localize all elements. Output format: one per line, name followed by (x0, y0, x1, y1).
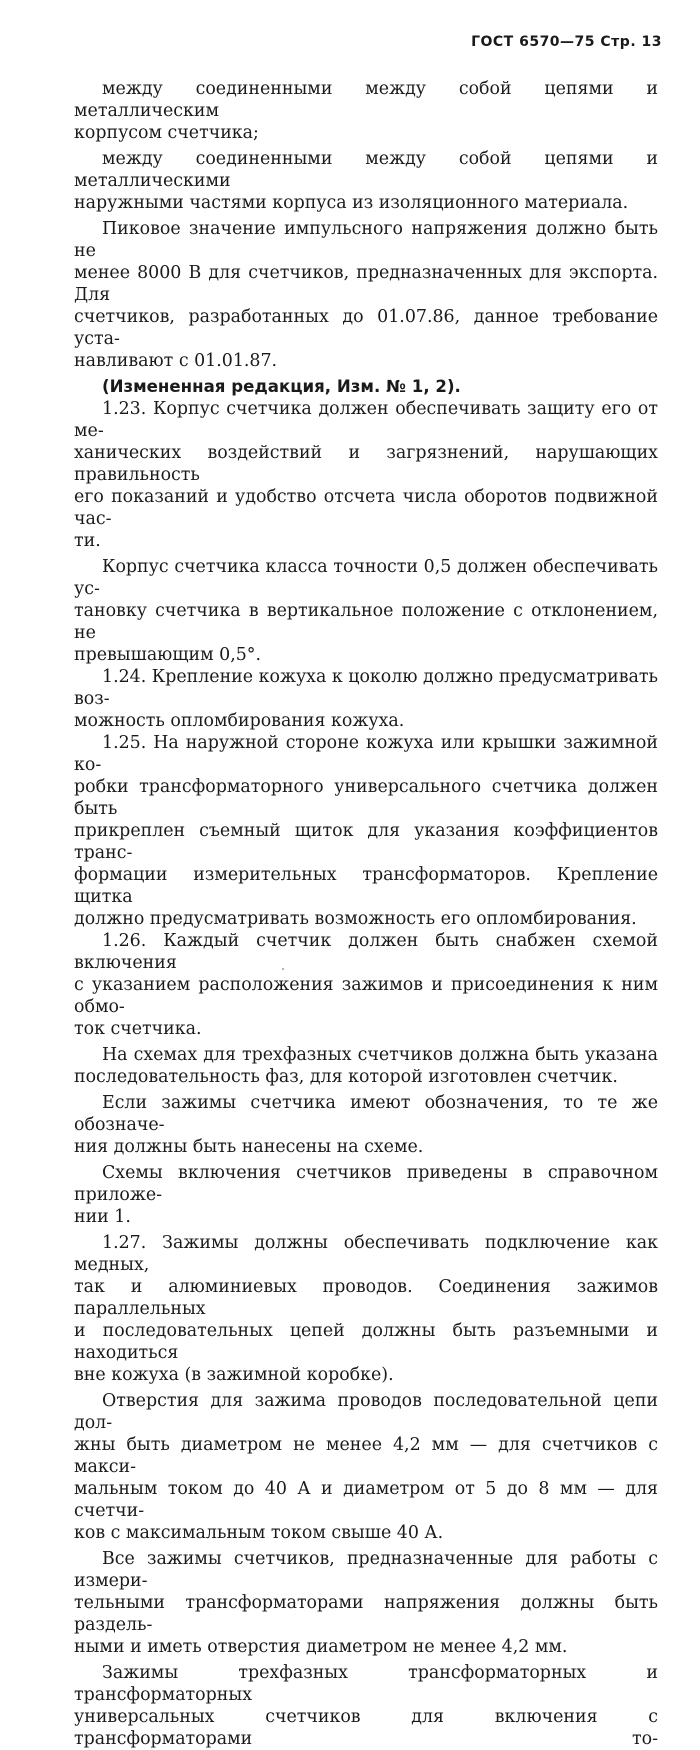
paragraph-line: 1.24. Крепление кожуха к цоколю должно предусматривать воз- (74, 667, 658, 709)
amendment-note: (Измененная редакция, Изм. № 1, 2). (102, 377, 461, 396)
paragraph-line: должно предусматривать возможность его опломбирования. (74, 909, 637, 929)
paragraph-line: ханических воздействий и загрязнений, нарушающих правильность (74, 443, 658, 485)
page-header: ГОСТ 6570—75 Стр. 13 (471, 34, 662, 50)
paragraph-line: Отверстия для зажима проводов последовательной цепи дол- (74, 1391, 658, 1433)
paragraph-line: можность опломбирования кожуха. (74, 711, 405, 731)
paragraph-line: универсальных счетчиков для включения с трансформаторами то- (74, 1707, 658, 1749)
paragraph-line: 1.23. Корпус счетчика должен обеспечивать защиту его от ме- (74, 399, 658, 441)
paragraph-line: так и алюминиевых проводов. Соединения зажимов параллельных (74, 1277, 658, 1319)
paragraph-line: и последовательных цепей должны быть разъемными и находиться (74, 1321, 658, 1363)
paragraph-line: вне кожуха (в зажимной коробке). (74, 1365, 394, 1385)
paragraph-line: ными и иметь отверстия диаметром не менее 4,2 мм. (74, 1637, 568, 1657)
paragraph-line: ток счетчика. (74, 1019, 202, 1039)
paragraph-line: превышающим 0,5°. (74, 645, 262, 665)
paragraph-line: счетчиков, разработанных до 01.07.86, данное требование уста- (74, 307, 658, 349)
paragraph-line: ти. (74, 531, 101, 551)
paragraph-line: Все зажимы счетчиков, предназначенные для работы с измери- (74, 1549, 658, 1591)
paragraph-line: навливают с 01.01.87. (74, 351, 278, 371)
paragraph-line: тановку счетчика в вертикальное положение с отклонением, не (74, 601, 658, 643)
paragraph-line: наружными частями корпуса из изоляционного материала. (74, 193, 629, 213)
paragraph-line: 1.25. На наружной стороне кожуха или крышки зажимной ко- (74, 733, 658, 775)
paragraph-line: формации измерительных трансформаторов. Крепление щитка (74, 865, 658, 907)
paragraph-line: менее 8000 В для счетчиков, предназначенных для экспорта. Для (74, 263, 658, 305)
paragraph-line: корпусом счетчика; (74, 123, 259, 143)
paragraph-line: мальным током до 40 А и диаметром от 5 до 8 мм — для счетчи- (74, 1479, 658, 1521)
paragraph-line: ков с максимальным током свыше 40 А. (74, 1523, 444, 1543)
paragraph-line: его показаний и удобство отсчета числа оборотов подвижной час- (74, 487, 658, 529)
paragraph-line: тельными трансформаторами напряжения должны быть раздель- (74, 1593, 658, 1635)
paragraph-line: Схемы включения счетчиков приведены в справочном приложе- (74, 1163, 658, 1205)
paragraph-line: На схемах для трехфазных счетчиков должна быть указана (102, 1045, 658, 1065)
paragraph-line: Корпус счетчика класса точности 0,5 должен обеспечивать ус- (74, 557, 658, 599)
paragraph-line: с указанием расположения зажимов и присоединения к ним обмо- (74, 975, 658, 1017)
paragraph-line: жны быть диаметром не менее 4,2 мм — для счетчиков с макси- (74, 1435, 658, 1477)
paragraph-line: между соединенными между собой цепями и металлическим (74, 79, 658, 121)
paragraph-line: между соединенными между собой цепями и металлическими (74, 149, 658, 191)
paragraph-line: Зажимы трехфазных трансформаторных и трансформаторных (74, 1663, 658, 1705)
document-body (74, 78, 658, 1750)
paragraph-line: 1.26. Каждый счетчик должен быть снабжен схемой включения (74, 931, 658, 973)
paragraph-line: последовательность фаз, для которой изготовлен счетчик. (74, 1067, 618, 1087)
scan-speck (282, 968, 284, 970)
paragraph-line: ния должны быть нанесены на схеме. (74, 1137, 424, 1157)
paragraph-line: нии 1. (74, 1207, 131, 1227)
paragraph-line: робки трансформаторного универсального счетчика должен быть (74, 777, 658, 819)
paragraph-line: Пиковое значение импульсного напряжения должно быть не (74, 219, 658, 261)
paragraph-line: 1.27. Зажимы должны обеспечивать подключение как медных, (74, 1233, 658, 1275)
paragraph-line: прикреплен съемный щиток для указания коэффициентов транс- (74, 821, 658, 863)
paragraph-line: Если зажимы счетчика имеют обозначения, то те же обозначе- (74, 1093, 658, 1135)
